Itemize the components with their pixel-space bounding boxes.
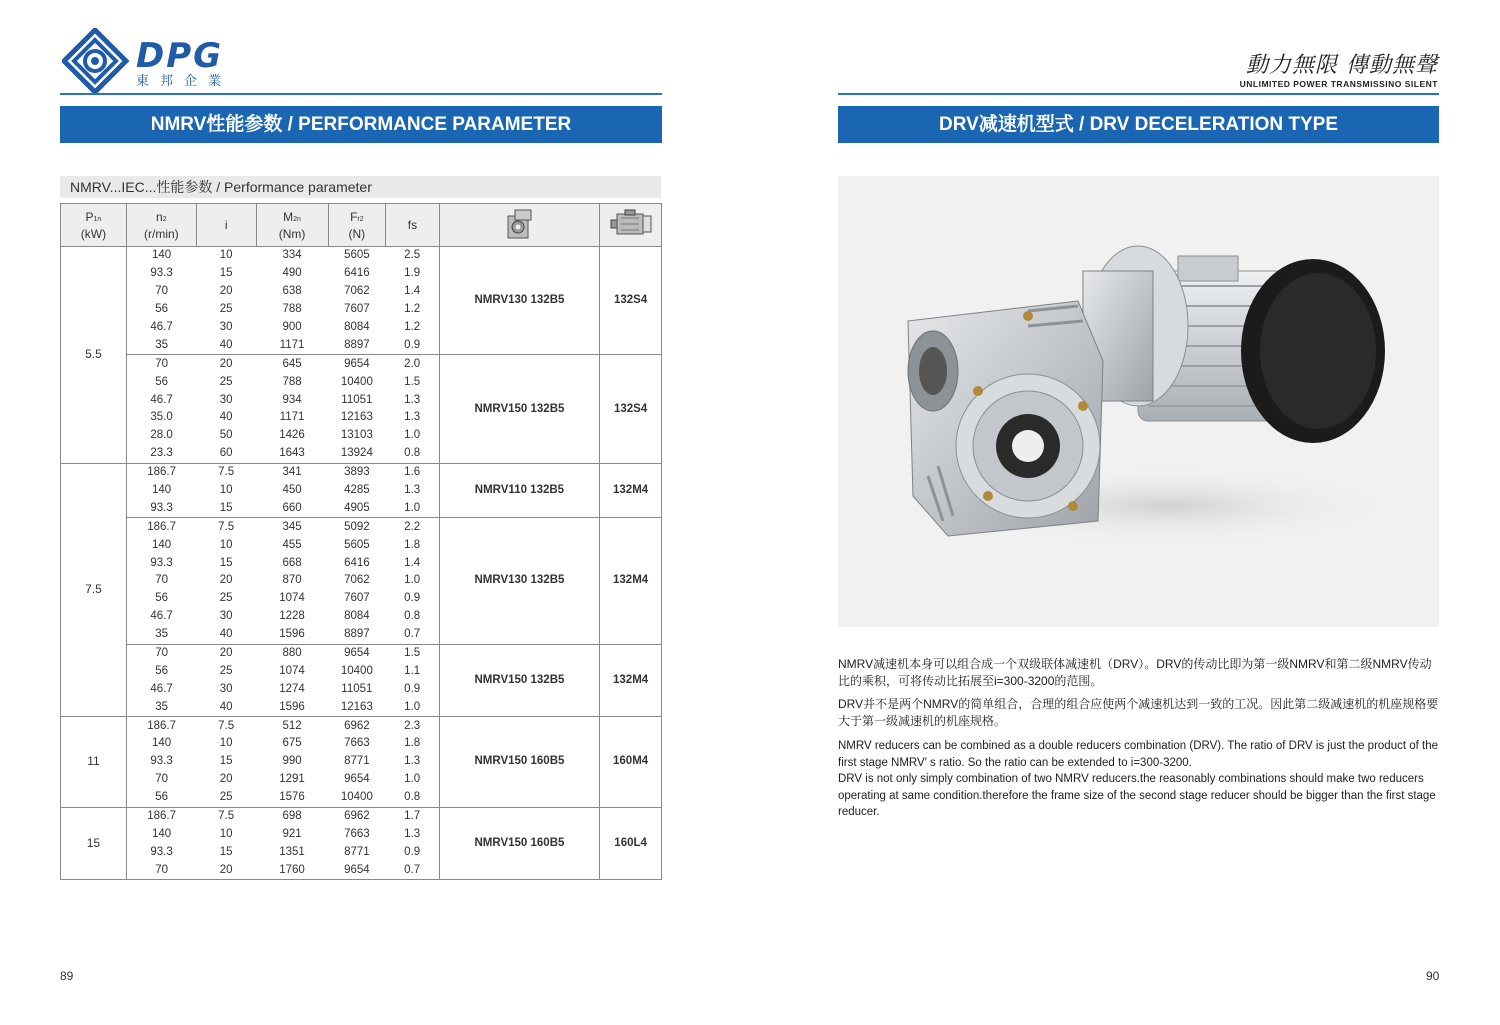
- fs-cell: 0.8: [404, 447, 421, 460]
- torque-cell: 1171: [279, 338, 305, 351]
- header-ratio: i: [196, 204, 256, 247]
- speed-cell: 46.7: [150, 321, 173, 333]
- speed-cell: 186.7: [126, 518, 196, 536]
- torque-cell: 341: [256, 463, 328, 481]
- logo-chinese-text: 東邦企業: [136, 73, 233, 88]
- fs-cell: 1.0: [404, 773, 421, 786]
- right-header-rule: [838, 93, 1439, 95]
- motor-cell: 132M4: [600, 644, 662, 717]
- slogan: [1240, 48, 1438, 89]
- torque-cell: 921: [282, 827, 302, 840]
- speed-cell: 93.3: [150, 501, 173, 514]
- load-cell: 4905: [344, 501, 370, 514]
- fs-cell: 1.3: [404, 393, 421, 406]
- ratio-cell: 10: [219, 484, 233, 497]
- load-cell: 11051: [341, 393, 373, 406]
- fs-cell: 1.8: [404, 737, 421, 750]
- table-header-row: [61, 204, 662, 247]
- table-row: [61, 807, 662, 825]
- model-cell: NMRV110 132B5: [439, 463, 600, 518]
- english-paragraph-1: NMRV reducers can be combined as a double reducers combination (DRV). The ratio of DRV is just the product of the first stage NMRV′ s ratio. So the ratio can be extended to i=300-3200.: [838, 740, 1439, 769]
- motor-cell: 160M4: [600, 717, 662, 807]
- speed-cell: 186.7: [126, 717, 196, 735]
- speed-cell: 23.3: [150, 447, 173, 460]
- motor-cell: 160L4: [600, 807, 662, 880]
- ratio-cell: 25: [219, 664, 233, 677]
- speed-cell: 46.7: [150, 682, 173, 695]
- speed-cell: 70: [155, 285, 168, 298]
- torque-cell: 645: [256, 355, 328, 373]
- torque-cell: 490: [282, 267, 302, 280]
- ratio-cell: 30: [219, 610, 233, 623]
- table-subtitle: NMRV...IEC...性能参数 / Performance parameter: [60, 176, 661, 198]
- load-cell: 10400: [340, 791, 373, 804]
- torque-cell: 1228: [279, 610, 305, 623]
- power-cell: 15: [61, 807, 127, 880]
- torque-cell: 1596: [279, 700, 305, 713]
- model-cell: NMRV150 132B5: [439, 644, 600, 717]
- load-cell: 9654: [344, 773, 370, 786]
- table-row: [61, 644, 662, 662]
- load-cell: 13924: [340, 447, 373, 460]
- load-cell: 7607: [344, 592, 370, 605]
- speed-cell: 35: [155, 700, 168, 713]
- load-cell: 12163: [340, 700, 373, 713]
- ratio-cell: 20: [219, 285, 233, 298]
- torque-cell: 1171: [279, 411, 305, 424]
- fs-cell: 0.9: [404, 338, 421, 351]
- fs-cell: 1.4: [404, 556, 421, 569]
- speed-cell: 28.0: [150, 429, 173, 442]
- table-row: [61, 518, 662, 536]
- ratio-cell: 40: [219, 411, 233, 424]
- torque-cell: 345: [256, 518, 328, 536]
- motor-cell: 132M4: [600, 463, 662, 518]
- torque-cell: 698: [256, 807, 328, 825]
- torque-cell: 1074: [279, 664, 305, 677]
- torque-cell: 455: [282, 538, 302, 551]
- header-motor: [600, 204, 662, 247]
- speed-cell: 56: [155, 664, 168, 677]
- speed-cell: 93.3: [150, 845, 173, 858]
- ratio-cell: 10: [219, 737, 233, 750]
- load-cell: 5605: [328, 247, 386, 265]
- torque-cell: 1760: [256, 861, 328, 879]
- fs-cell: 0.9: [404, 592, 421, 605]
- model-cell: NMRV150 160B5: [439, 717, 600, 807]
- torque-cell: 1426: [279, 429, 305, 442]
- slogan-english: UNLIMITED POWER TRANSMISSINO SILENT: [1239, 79, 1438, 89]
- load-cell: 6416: [344, 267, 370, 280]
- fs-cell: 1.0: [404, 429, 421, 442]
- torque-cell: 1351: [279, 845, 305, 858]
- torque-cell: 668: [282, 556, 302, 569]
- table-row: [61, 355, 662, 373]
- speed-cell: 35: [155, 338, 168, 351]
- ratio-cell: 10: [219, 538, 233, 551]
- fs-cell: 2.5: [386, 247, 440, 265]
- speed-cell: 70: [155, 574, 168, 587]
- fs-cell: 0.7: [386, 861, 440, 879]
- power-cell: 5.5: [61, 247, 127, 464]
- torque-cell: 450: [282, 484, 302, 497]
- fs-cell: 1.0: [404, 574, 421, 587]
- ratio-cell: 30: [219, 393, 233, 406]
- speed-cell: 46.7: [150, 610, 173, 623]
- speed-cell: 140: [126, 247, 196, 265]
- speed-cell: 70: [126, 355, 196, 373]
- left-page-number: 89: [60, 969, 74, 983]
- ratio-cell: 7.5: [196, 463, 256, 481]
- fs-cell: 1.3: [404, 827, 421, 840]
- fs-cell: 0.9: [404, 845, 421, 858]
- torque-cell: 1074: [279, 592, 305, 605]
- ratio-cell: 20: [196, 861, 256, 879]
- ratio-cell: 7.5: [196, 518, 256, 536]
- speed-cell: 93.3: [150, 267, 173, 280]
- speed-cell: 35.0: [150, 411, 173, 424]
- load-cell: 7663: [344, 827, 370, 840]
- ratio-cell: 15: [219, 267, 233, 280]
- speed-cell: 140: [152, 737, 172, 750]
- torque-cell: 1576: [279, 791, 305, 804]
- ratio-cell: 20: [219, 773, 233, 786]
- load-cell: 12163: [340, 411, 373, 424]
- header-power: P1n (kW): [61, 204, 127, 247]
- header-radial-load: Fr2 (N): [328, 204, 386, 247]
- fs-cell: 1.0: [404, 501, 421, 514]
- fs-cell: 1.8: [404, 538, 421, 551]
- load-cell: 8771: [344, 755, 370, 768]
- ratio-cell: 30: [219, 321, 233, 333]
- fs-cell: 1.2: [404, 321, 421, 333]
- ratio-cell: 40: [219, 628, 233, 641]
- motor-icon: [609, 208, 653, 240]
- speed-cell: 93.3: [150, 755, 173, 768]
- torque-cell: 675: [282, 737, 302, 750]
- fs-cell: 1.0: [404, 700, 421, 713]
- speed-cell: 186.7: [126, 463, 196, 481]
- logo-brand-text: DPG: [136, 36, 224, 76]
- fs-cell: 1.6: [386, 463, 440, 481]
- ratio-cell: 30: [219, 682, 233, 695]
- ratio-cell: 15: [219, 556, 233, 569]
- torque-cell: 638: [282, 285, 302, 298]
- fs-cell: 1.3: [404, 755, 421, 768]
- load-cell: 8897: [344, 338, 370, 351]
- fs-cell: 2.2: [386, 518, 440, 536]
- torque-cell: 334: [256, 247, 328, 265]
- speed-cell: 186.7: [126, 807, 196, 825]
- speed-cell: 56: [155, 791, 168, 804]
- fs-cell: 2.3: [386, 717, 440, 735]
- fs-cell: 0.8: [404, 791, 421, 804]
- ratio-cell: 15: [219, 755, 233, 768]
- dpg-logo: [62, 28, 262, 94]
- fs-cell: 2.0: [386, 355, 440, 373]
- fs-cell: 1.3: [404, 411, 421, 424]
- torque-cell: 1291: [279, 773, 305, 786]
- speed-cell: 140: [152, 538, 172, 551]
- ratio-cell: 25: [219, 375, 233, 388]
- torque-cell: 1643: [279, 447, 305, 460]
- speed-cell: 70: [126, 644, 196, 662]
- header-service-factor: fs: [386, 204, 440, 247]
- ratio-cell: 7.5: [196, 807, 256, 825]
- load-cell: 8771: [344, 845, 370, 858]
- fs-cell: 1.1: [404, 664, 421, 677]
- fs-cell: 1.5: [386, 644, 440, 662]
- load-cell: 9654: [328, 355, 386, 373]
- load-cell: 7062: [344, 285, 370, 298]
- torque-cell: 660: [282, 501, 302, 514]
- header-torque: M2n (Nm): [256, 204, 328, 247]
- load-cell: 7607: [344, 303, 370, 316]
- chinese-paragraph-2: DRV并不是两个NMRV的简单组合，合理的组合应使两个减速机达到一致的工况。因此第二级减速机的机座规格要大于第一级减速机的机座规格。: [838, 697, 1439, 728]
- right-page-number: 90: [1426, 969, 1440, 983]
- motor-cell: 132M4: [600, 518, 662, 644]
- load-cell: 10400: [340, 664, 373, 677]
- ratio-cell: 25: [219, 303, 233, 316]
- speed-cell: 70: [126, 861, 196, 879]
- load-cell: 9654: [328, 644, 386, 662]
- fs-cell: 0.8: [404, 610, 421, 623]
- load-cell: 10400: [340, 375, 373, 388]
- torque-cell: 1596: [279, 628, 305, 641]
- gear-diamond-logo-icon: [62, 28, 132, 94]
- torque-cell: 990: [282, 755, 302, 768]
- fs-cell: 0.9: [404, 682, 421, 695]
- model-cell: NMRV150 160B5: [439, 807, 600, 880]
- ratio-cell: 50: [219, 429, 233, 442]
- table-row: [61, 717, 662, 735]
- speed-cell: 56: [155, 592, 168, 605]
- ratio-cell: 7.5: [196, 717, 256, 735]
- worm-reducer-icon: [505, 208, 533, 240]
- fs-cell: 1.3: [404, 484, 421, 497]
- product-photo: [838, 176, 1439, 627]
- torque-cell: 880: [256, 644, 328, 662]
- load-cell: 5092: [328, 518, 386, 536]
- ratio-cell: 10: [219, 827, 233, 840]
- fs-cell: 1.5: [404, 375, 421, 388]
- speed-cell: 46.7: [150, 393, 173, 406]
- load-cell: 9654: [328, 861, 386, 879]
- ratio-cell: 20: [219, 574, 233, 587]
- ratio-cell: 40: [219, 338, 233, 351]
- left-header-rule: [60, 93, 662, 95]
- table-row: [61, 247, 662, 265]
- fs-cell: 1.7: [386, 807, 440, 825]
- load-cell: 7062: [344, 574, 370, 587]
- ratio-cell: 25: [219, 791, 233, 804]
- torque-cell: 788: [282, 375, 302, 388]
- load-cell: 8084: [344, 321, 370, 333]
- torque-cell: 1274: [279, 682, 305, 695]
- left-banner: NMRV性能参数 / PERFORMANCE PARAMETER: [60, 106, 662, 143]
- ratio-cell: 15: [219, 501, 233, 514]
- power-cell: 11: [61, 717, 127, 807]
- performance-table: [60, 203, 662, 880]
- torque-cell: 788: [282, 303, 302, 316]
- header-speed: n2 (r/min): [126, 204, 196, 247]
- fs-cell: 1.9: [404, 267, 421, 280]
- load-cell: 7663: [344, 737, 370, 750]
- motor-cell: 132S4: [600, 355, 662, 463]
- speed-cell: 70: [155, 773, 168, 786]
- motor-cell: 132S4: [600, 247, 662, 355]
- chinese-paragraph-1: NMRV减速机本身可以组合成一个双级联体减速机（DRV）。DRV的传动比即为第一级NMRV和第二级NMRV传动比的乘积，可将传动比拓展至i=300-3200的范围。: [838, 657, 1432, 688]
- load-cell: 5605: [344, 538, 370, 551]
- english-paragraph-2: DRV is not only simply combination of two NMRV reducers.the reasonably combinations should make two reducers operating at same condition.therefore the frame size of the second stage reducer should be bigger than the first stage reducer.: [838, 773, 1436, 818]
- fs-cell: 1.2: [404, 303, 421, 316]
- ratio-cell: 60: [219, 447, 233, 460]
- load-cell: 11051: [341, 682, 373, 695]
- torque-cell: 900: [282, 321, 302, 333]
- ratio-cell: 20: [196, 355, 256, 373]
- model-cell: NMRV150 132B5: [439, 355, 600, 463]
- ratio-cell: 20: [196, 644, 256, 662]
- load-cell: 6416: [344, 556, 370, 569]
- load-cell: 6962: [328, 717, 386, 735]
- load-cell: 8084: [344, 610, 370, 623]
- model-cell: NMRV130 132B5: [439, 518, 600, 644]
- torque-cell: 934: [282, 393, 302, 406]
- load-cell: 4285: [344, 484, 370, 497]
- fs-cell: 1.4: [404, 285, 421, 298]
- right-banner: DRV减速机型式 / DRV DECELERATION TYPE: [838, 106, 1439, 143]
- ratio-cell: 15: [219, 845, 233, 858]
- drv-gear-reducer-photo-icon: [838, 176, 1439, 627]
- speed-cell: 140: [152, 827, 172, 840]
- speed-cell: 56: [155, 303, 168, 316]
- load-cell: 3893: [328, 463, 386, 481]
- fs-cell: 0.7: [404, 628, 421, 641]
- ratio-cell: 25: [219, 592, 233, 605]
- slogan-chinese: 動力無限 傳動無聲: [1246, 53, 1438, 78]
- speed-cell: 140: [152, 484, 172, 497]
- load-cell: 13103: [340, 429, 373, 442]
- torque-cell: 512: [256, 717, 328, 735]
- ratio-cell: 10: [196, 247, 256, 265]
- torque-cell: 870: [282, 574, 302, 587]
- model-cell: NMRV130 132B5: [439, 247, 600, 355]
- power-cell: 7.5: [61, 463, 127, 716]
- load-cell: 6962: [328, 807, 386, 825]
- speed-cell: 35: [155, 628, 168, 641]
- header-reducer: [439, 204, 600, 247]
- load-cell: 8897: [344, 628, 370, 641]
- speed-cell: 93.3: [150, 556, 173, 569]
- speed-cell: 56: [155, 375, 168, 388]
- table-row: [61, 463, 662, 481]
- ratio-cell: 40: [219, 700, 233, 713]
